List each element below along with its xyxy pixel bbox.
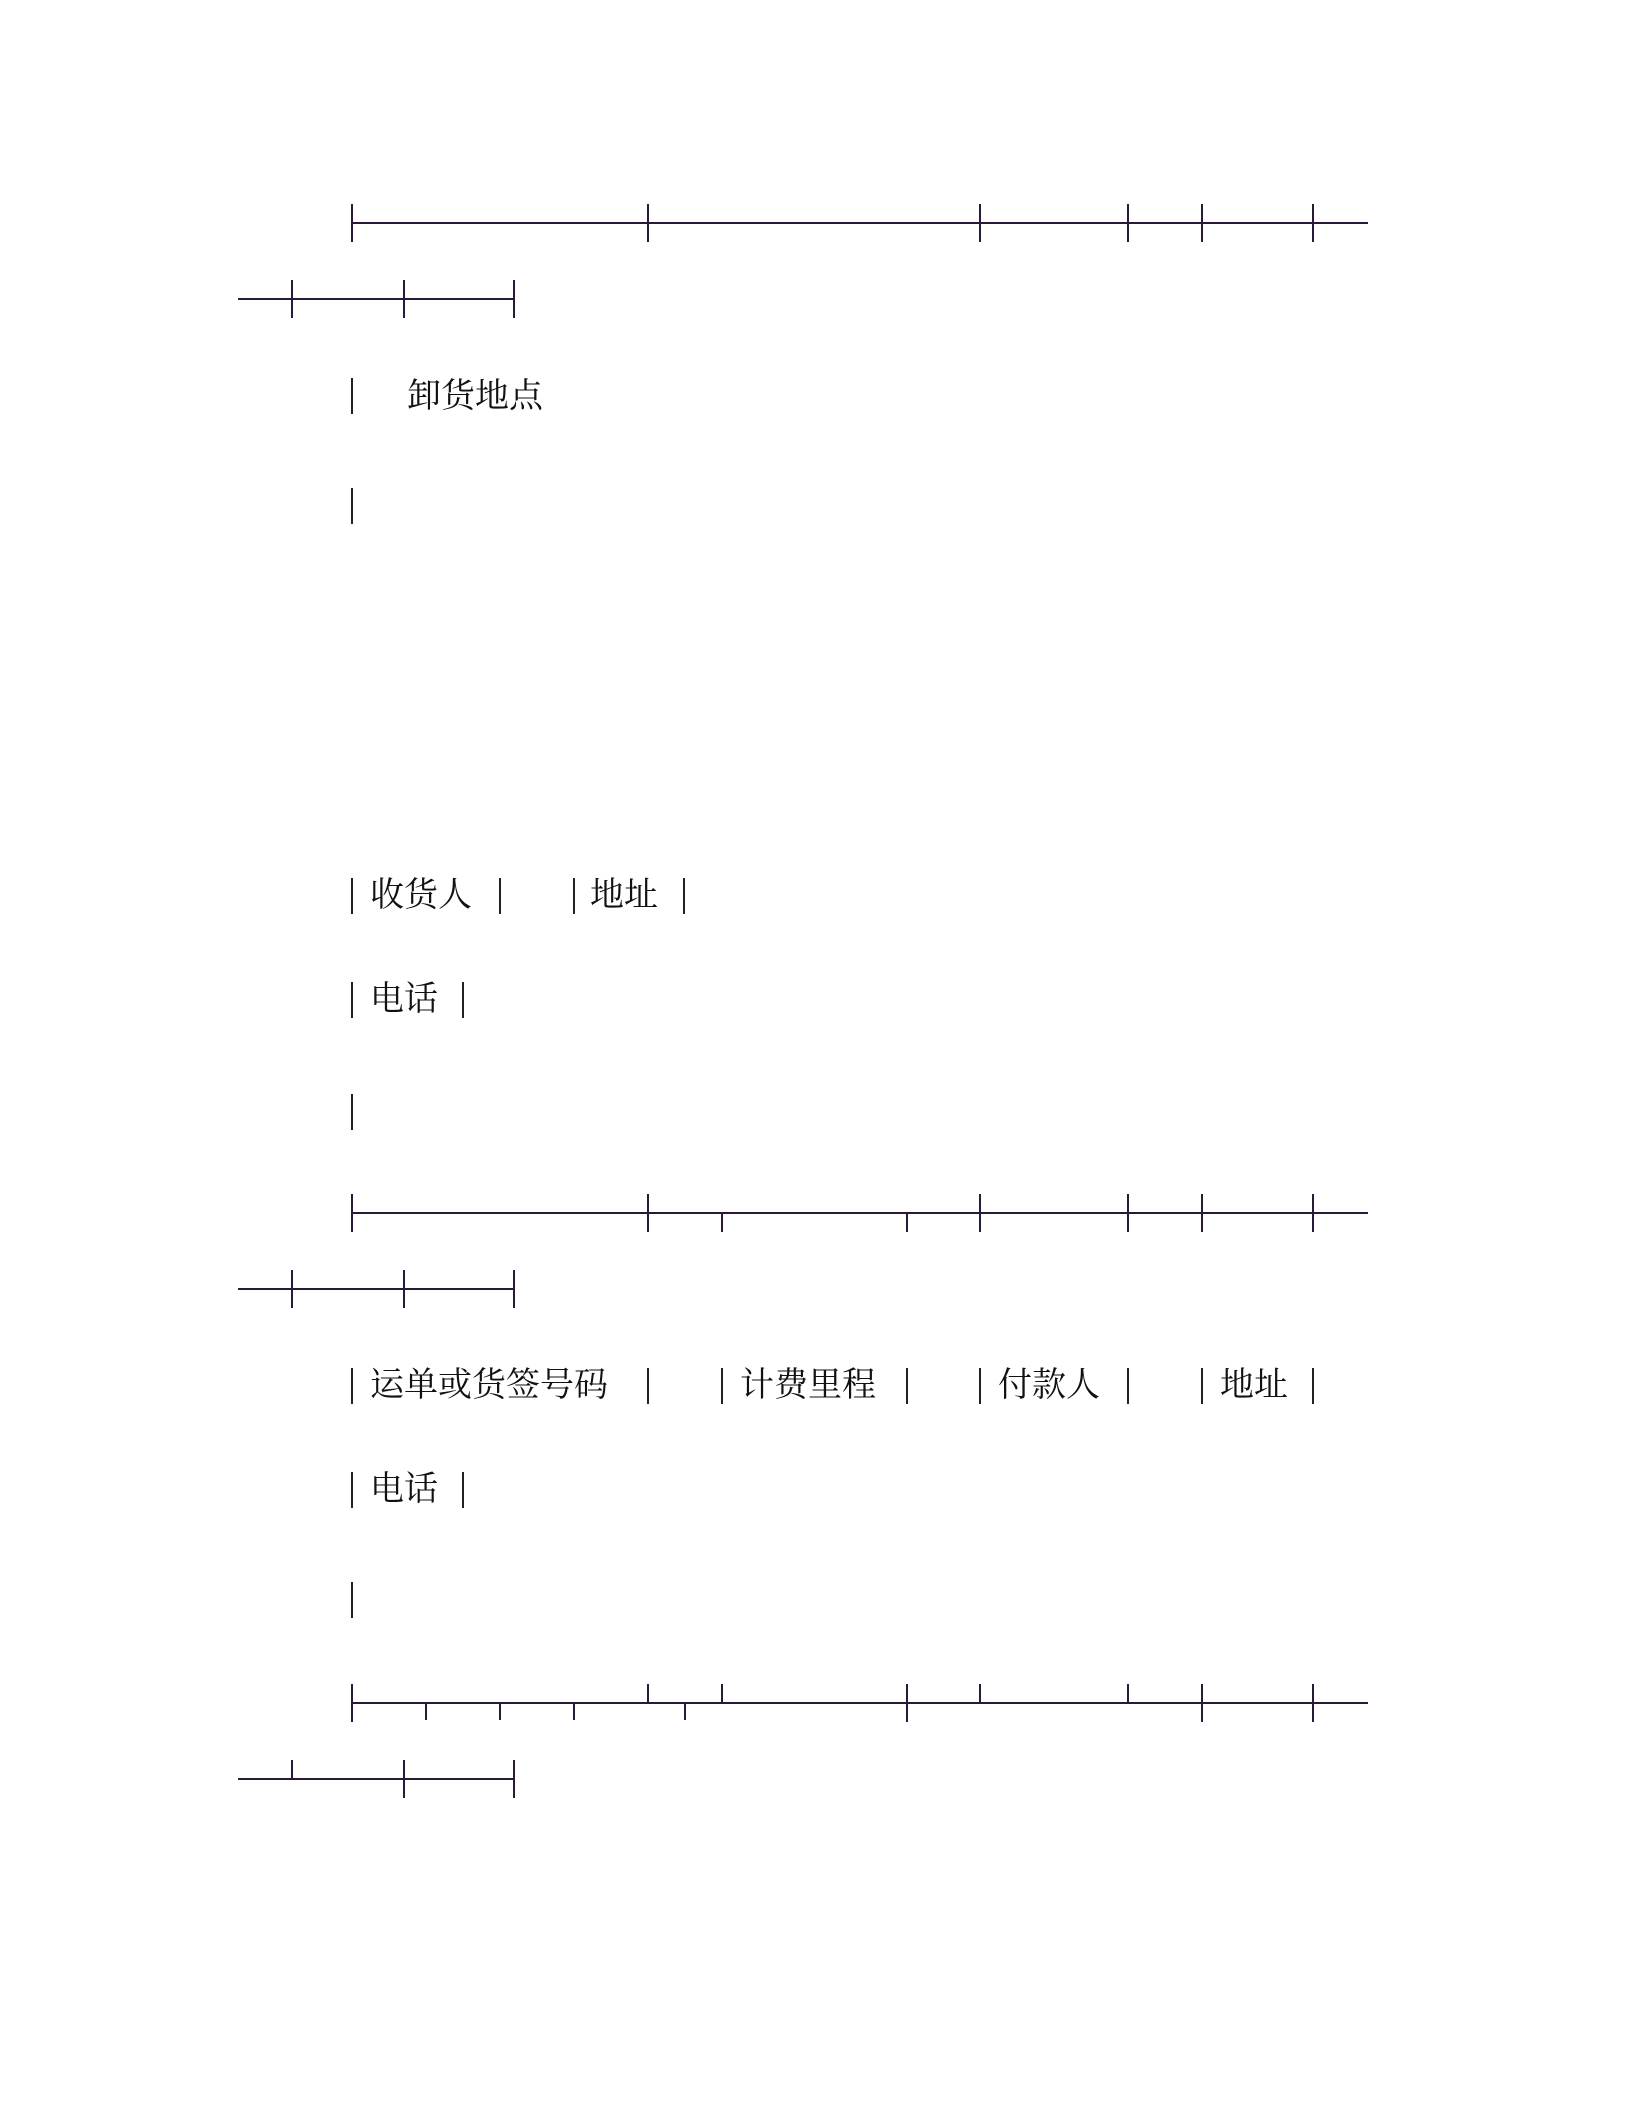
field-separator — [979, 1368, 981, 1404]
consignee-address-label: 地址 — [590, 875, 658, 915]
field-separator — [683, 878, 685, 914]
payer-phone-label: 电话 — [370, 1469, 438, 1509]
field-separator — [351, 1582, 353, 1618]
field-separator — [351, 1472, 353, 1508]
billing-mileage-label: 计费里程 — [740, 1365, 876, 1405]
field-separator — [351, 1368, 353, 1404]
field-separator — [351, 488, 353, 524]
field-separator — [1201, 1368, 1203, 1404]
payer-address-label: 地址 — [1220, 1365, 1288, 1405]
field-separator — [647, 1368, 649, 1404]
field-separator — [351, 982, 353, 1018]
waybill-number-label: 运单或货签号码 — [370, 1365, 608, 1405]
field-separator — [462, 982, 464, 1018]
field-separator — [499, 878, 501, 914]
field-separator — [573, 878, 575, 914]
field-separator — [721, 1368, 723, 1404]
field-separator — [351, 378, 353, 414]
unloading-place-label: 卸货地点 — [407, 376, 543, 416]
field-separator — [351, 1094, 353, 1130]
consignee-label: 收货人 — [370, 875, 472, 915]
field-separator — [1312, 1368, 1314, 1404]
payer-label: 付款人 — [998, 1365, 1100, 1405]
field-separator — [906, 1368, 908, 1404]
field-separator — [351, 878, 353, 914]
field-separator — [1127, 1368, 1129, 1404]
field-separator — [462, 1472, 464, 1508]
consignee-phone-label: 电话 — [370, 979, 438, 1019]
